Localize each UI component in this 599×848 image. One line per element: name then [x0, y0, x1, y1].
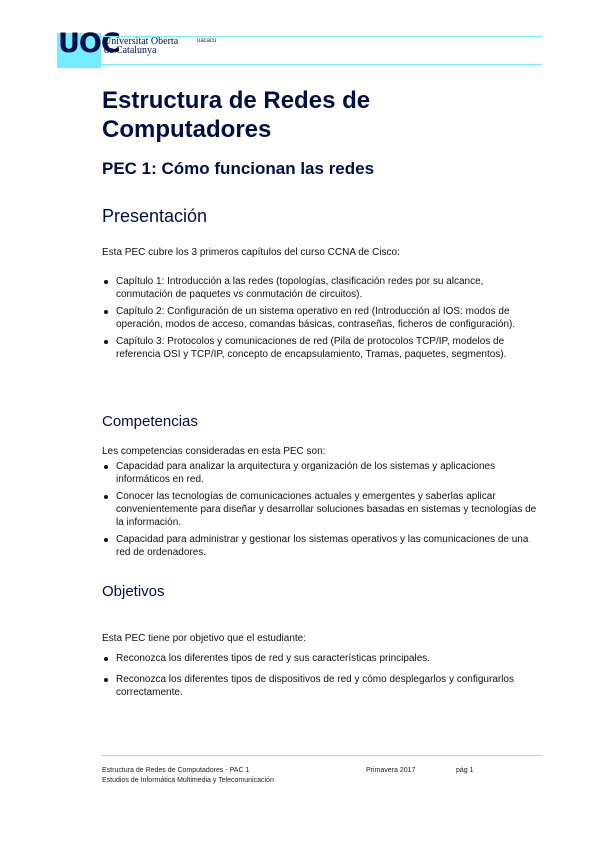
footer-semester: Primavera 2017: [366, 767, 416, 774]
document-subtitle: PEC 1: Cómo funcionan las redes: [102, 159, 375, 178]
logo-text: UOC: [58, 28, 120, 59]
presentacion-list: [102, 275, 542, 365]
university-name-line2: de Catalunya: [104, 45, 157, 56]
presentacion-intro: Esta PEC cubre los 3 primeros capítulos del curso CCNA de Cisco:: [102, 247, 400, 258]
competencias-intro: Les competencias consideradas en esta PEC son:: [102, 446, 326, 457]
list-item: Conocer las tecnologías de comunicaciones actuales y emergentes y saberlas aplicar convenientemente para diseñar y desarrollar soluciones basadas en sistemas y tecnologías de la información.: [102, 490, 542, 529]
university-name-line1: Universitat Oberta: [104, 36, 179, 47]
footer-course: [102, 766, 274, 786]
university-name: [104, 37, 184, 55]
footer-line1: Estructura de Redes de Computadores - PAC 1: [102, 767, 250, 774]
list-item: Capítulo 3: Protocolos y comunicaciones de red (Pila de protocolos TCP/IP, modelos de referencia OSI y TCP/IP, concepto de encapsulamiento, Tramas, paquetes, segmentos).: [102, 335, 542, 361]
section-heading-competencias: Competencias: [102, 413, 198, 430]
footer-line2: Estudios de Informática Multimedia y Telecomunicación: [102, 777, 274, 784]
list-item: Capacidad para administrar y gestionar los sistemas operativos y las comunicaciones de una red de ordenadores.: [102, 533, 542, 559]
list-item: Reconozca los diferentes tipos de red y sus características principales.: [102, 652, 542, 665]
uoc-logo: [57, 28, 120, 68]
objetivos-list: [102, 652, 542, 699]
list-item: Capítulo 1: Introducción a las redes (topologías, clasificación redes por su alcance, conmutación de paquetes vs conmutación de circuitos).: [102, 275, 542, 301]
footer-rule: [101, 755, 542, 756]
section-heading-objetivos: Objetivos: [102, 583, 165, 600]
competencias-list: [102, 460, 542, 563]
document-title: Estructura de Redes de Computadores: [102, 87, 371, 143]
objetivos-intro: Esta PEC tiene por objetivo que el estudiante:: [102, 633, 307, 644]
footer-page-number: pág 1: [456, 767, 474, 774]
list-item: Reconozca los diferentes tipos de dispositivos de red y cómo desplegarlos y configurarlos correctamente.: [102, 673, 542, 699]
list-item: Capacidad para analizar la arquitectura y organización de los sistemas y aplicaciones informáticos en red.: [102, 460, 542, 486]
header-subtext: uacacu: [197, 38, 217, 44]
section-heading-presentacion: Presentación: [102, 206, 208, 226]
list-item: Capítulo 2: Configuración de un sistema operativo en red (Introducción al IOS: modos de operación, modos de acceso, comandas básicas, contraseñas, ficheros de configuración).: [102, 305, 542, 331]
header-rule-bottom: [101, 64, 542, 65]
